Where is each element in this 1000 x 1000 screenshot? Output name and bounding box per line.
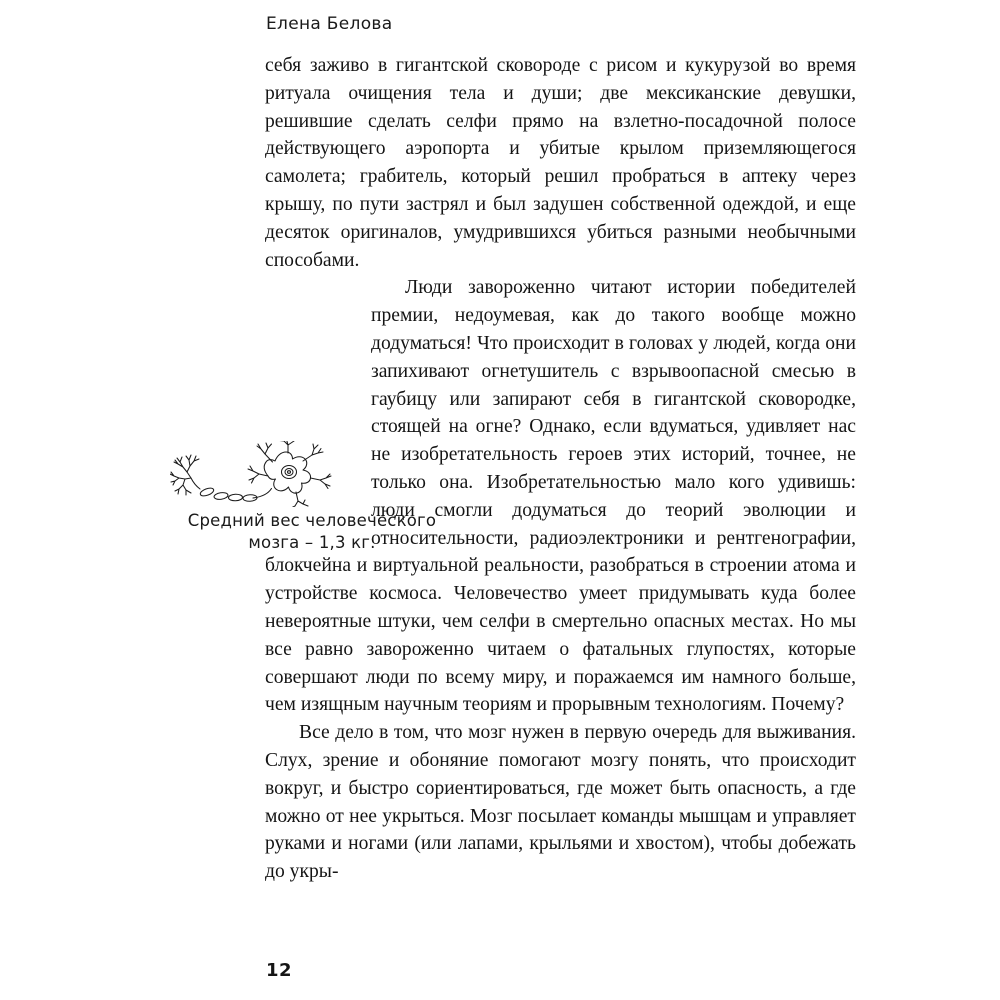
page-number: 12	[266, 960, 293, 981]
paragraph: Все дело в том, что мозг нужен в первую очередь для выживания. Слух, зрение и обоняние помогают мозгу понять, что происходит вокруг, и быстро сориентироваться, где может быть опасность, а где можно от нее укрыться. Мозг посылает команды мышцам и управляет руками и ногами (или лапами, крыльями и хвостом), чтобы добежать до укры-	[265, 722, 856, 883]
figure-caption-line-1: Средний вес человеческого	[187, 511, 437, 530]
neuron-illustration	[170, 441, 350, 507]
figure-neuron	[168, 441, 458, 554]
figure-caption	[168, 510, 456, 554]
figure-caption-line-2: мозга – 1,3 кг.	[248, 533, 376, 552]
running-head: Елена Белова	[266, 14, 393, 34]
paragraph: себя заживо в гигантской сковороде с рисом и кукурузой во время ритуала очищения тела и души; две мексиканские девушки, решившие сделать селфи прямо на взлетно-посадочной полосе действующего аэропорта и убитые крылом приземляющегося самолета; грабитель, который решил пробраться в аптеку через крышу, по пути застрял и был задушен собственной одеждой, и еще десяток оригиналов, умудрившихся убиться разными необычными способами.	[265, 55, 856, 271]
paragraph-text: Люди завороженно читают истории победителей премии, недоумевая, как до такого вообще можно додуматься! Что происходит в головах у людей, когда они запихивают огнетушитель с взрывоопасной смесью в гаубицу или запирают себя в гигантской сковородке, стоящей на огне? Однако, если вдуматься, удивляет нас не изобретательность героев этих историй, точнее, не только она. Изобретательностью мало кого удивишь: люди смогли додуматься до теорий эволюции и относительности, радиоэлектроники и рентгенографии, блокчейна и виртуальной реальности, разобраться в строении атома и устройстве космоса. Человечество умеет придумывать куда более невероятные штуки, чем селфи в смертельно опасных местах. Но мы все равно завороженно читаем о фатальных глупостях, которые совершают люди по всему миру, и поражаемся им намного больше, чем изящным научным теориям и прорывным технологиям. Почему?	[265, 277, 856, 716]
